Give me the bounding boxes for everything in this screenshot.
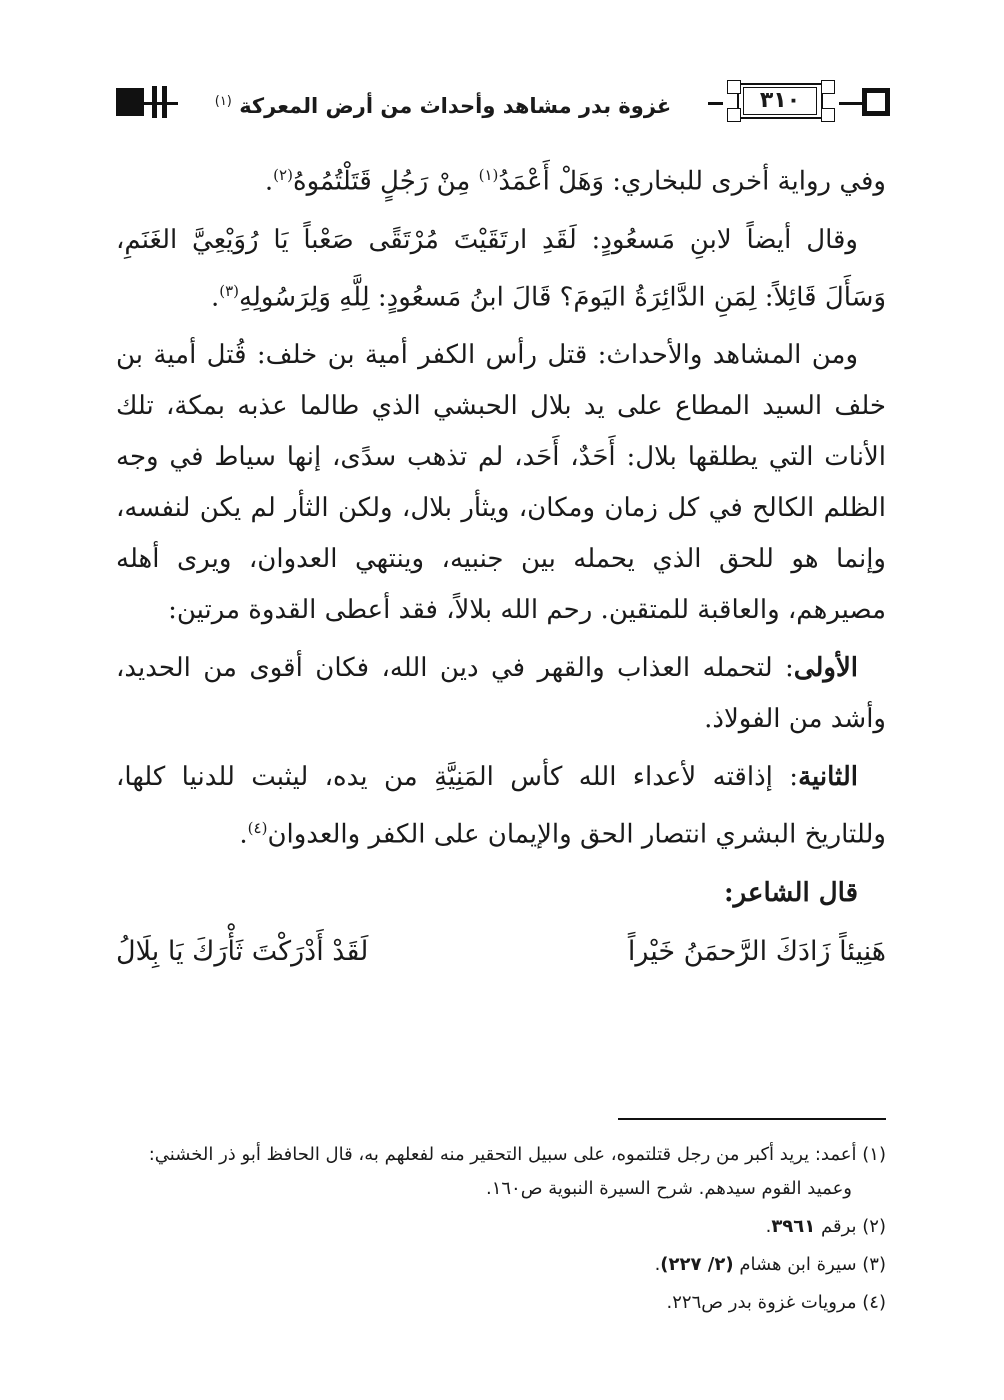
- paragraph-1: وفي رواية أخرى للبخاري: وَهَلْ أَعْمَدُ$^{(١)}$ مِنْ رَجُلٍ قَتَلْتُمُوهُ$^{(٢)}$.: [264, 166, 886, 197]
- paragraph-3: ومن المشاهد والأحداث: قتل رأس الكفر أمية بن خلف: قُتل أمية بن خلف السيد المطاع على يد بلال الحبشي الذي طالما عذبه بمكة، تلك الأنات التي يطلقها بلال: أَحَدٌ، أَحَد، لم تذهب سدًى، إنها سياط في وجه الظلم الكالح في كل زمان ومكان، ويثأر بلال، ولكن الثأر لم يكن لنفسه، وإنما هو للحق الذي يحمله بين جنبيه، وينتهي العدوان، ويرى أهله مصيرهم، والعاقبة للمتقين. رحم الله بلالاً، فقد أعطى القدوة مرتين:: [116, 340, 886, 626]
- poem-hemistich-first: هَنِيئاً زَادَكَ الرَّحمَنُ خَيْراً: [627, 935, 886, 967]
- poem-heading: قال الشاعر:: [723, 877, 858, 908]
- footnote-ref-2: (٢): [273, 166, 293, 184]
- page-number-frame: [723, 80, 839, 124]
- footnote-3: (٣) سيرة ابن هشام (٢/ ٢٢٧).: [654, 1254, 886, 1275]
- running-header: [116, 82, 890, 124]
- paragraph-2: وقال أيضاً لابنِ مَسعُودٍ: لَقَدِ ارتَقَيْتَ مُرْتَقًى صَعْباً يَا رُوَيْعِيَّ الغَنَمِ، وَسَأَلَ قَائِلاً: لِمَنِ الدَّائِرَةُ اليَومَ؟ قَالَ ابنُ مَسعُودٍ: لِلَّهِ وَلِرَسُولِهِ$^{(٣)}$.: [116, 224, 886, 313]
- lead-term-first: الأولى: [793, 653, 858, 684]
- footnote-ref-3: (٣): [219, 281, 240, 300]
- main-text: [116, 150, 886, 977]
- footnote-1: (١) أعمد: يريد أكبر من رجل قتلتموه، على سبيل التحقير منه لفعلهم به، قال الحافظ أبو ذر الخشني: وعميد القوم سيدهم. شرح السيرة النبوية ص١٦٠.: [148, 1144, 886, 1199]
- page-number: ٣١٠: [743, 87, 817, 115]
- footnote-ref-4: (٤): [247, 819, 268, 838]
- poem-verse: [116, 926, 886, 977]
- footnote-separator: [618, 1118, 886, 1120]
- footnote-2: (٢) برقم ٣٩٦١.: [765, 1216, 886, 1237]
- footnote-4: (٤) مرويات غزوة بدر ص٢٢٦.: [666, 1292, 886, 1313]
- header-title-note: (١): [214, 94, 232, 109]
- header-right-ornament: [862, 88, 890, 116]
- paragraph-4: الأولى: لتحمله العذاب والقهر في دين الله، فكان أقوى من الحديد، وأشد من الفولاذ.: [116, 653, 886, 735]
- footnotes: [116, 1138, 886, 1324]
- header-left-ornament: [116, 88, 144, 116]
- header-title: [178, 84, 708, 120]
- poem-hemistich-second: لَقَدْ أَدْرَكْتَ ثَأْرَكَ يَا بِلَالُ: [116, 935, 369, 967]
- footnote-ref-1: (١): [478, 166, 499, 184]
- header-title-text: غزوة بدر مشاهد وأحداث من أرض المعركة: [239, 94, 672, 118]
- paragraph-5: الثانية: إذاقته لأعداء الله كأس المَنِيَّةِ من يده، ليثبت للدنيا كلها، وللتاريخ البشري انتصار الحق والإيمان على الكفر والعدوان$^{(٤)}$.: [116, 762, 886, 850]
- lead-term-second: الثانية: [798, 762, 858, 793]
